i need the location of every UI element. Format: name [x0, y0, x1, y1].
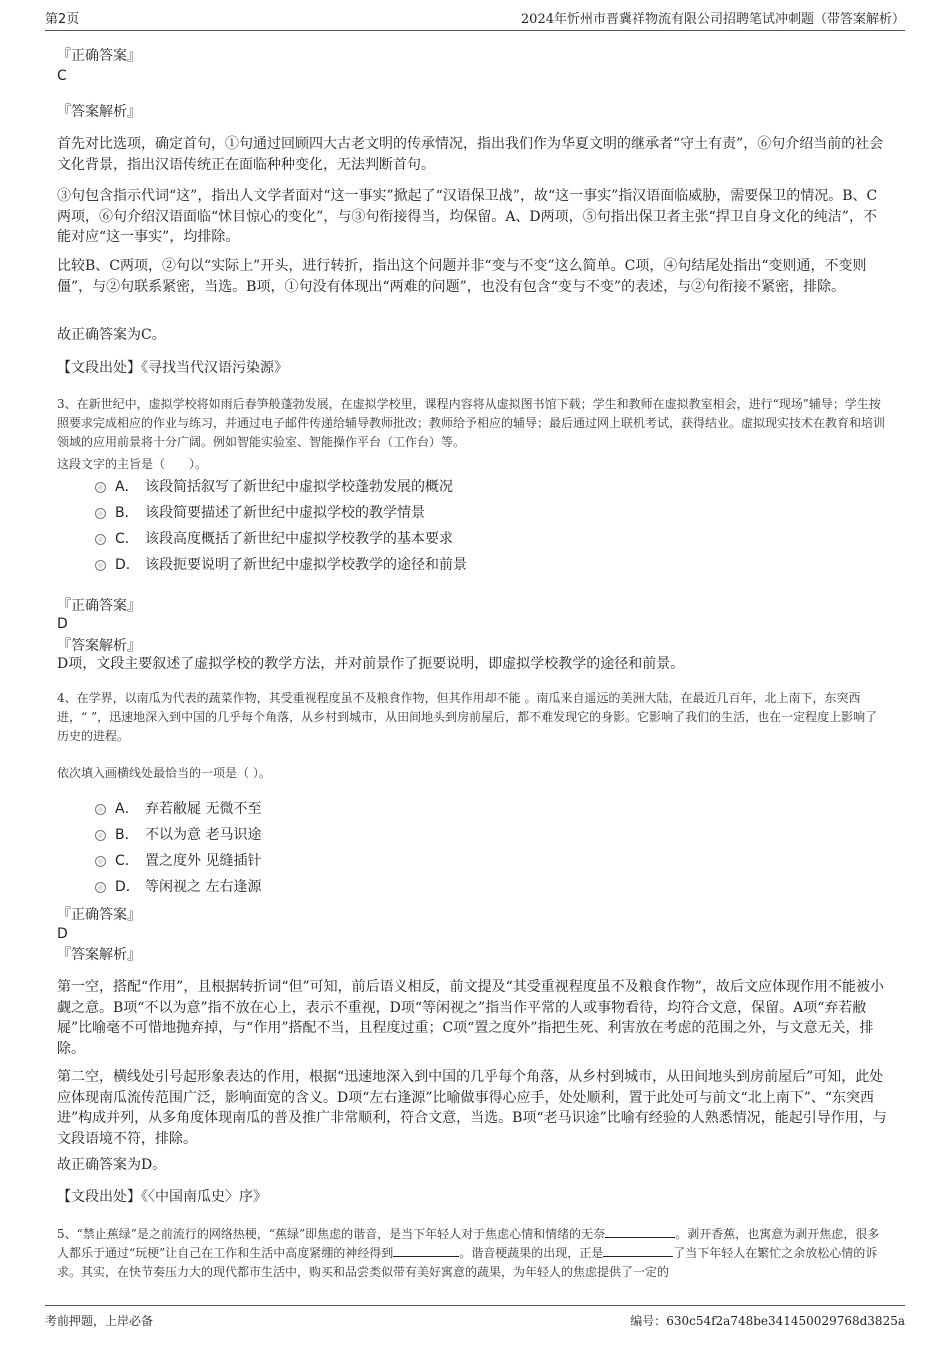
radio-icon[interactable] [95, 804, 106, 815]
q4-conclusion: 故正确答案为D。 [57, 1157, 167, 1173]
q5-seg1: 5、“禁止蕉绿”是之前流行的网络热梗，“蕉绿”即焦虑的谐音，是当下年轻人对于焦虑心情和情绪的无奈 [57, 1227, 606, 1241]
q3-option-a[interactable] [95, 477, 453, 497]
option-text: 该段简要描述了新世纪中虚拟学校的教学情景 [145, 505, 425, 521]
q3-analysis-label: 『答案解析』 [57, 638, 141, 654]
option-key: B． [115, 827, 139, 843]
q4-answer: D [57, 926, 68, 942]
q4-question: 依次填入画横线处最恰当的一项是（ ）。 [57, 766, 271, 780]
radio-icon[interactable] [95, 882, 106, 893]
radio-icon[interactable] [95, 508, 106, 519]
q5-blank-1 [605, 1225, 675, 1238]
option-key: C． [115, 531, 139, 547]
q2-analysis-para1: 首先对比选项，确定首句，①句通过回顾四大古老文明的传承情况，指出我们作为华夏文明的继承者“守土有责”，⑥句介绍当前的社会文化背景，指出汉语传统正在面临种种变化，无法判断首句。 [57, 136, 884, 173]
radio-icon[interactable] [95, 534, 106, 545]
option-key: B． [115, 505, 139, 521]
option-text: 置之度外 见缝插针 [145, 853, 262, 869]
q4-analysis-para2: 第二空，横线处引号起形象表达的作用，根据“迅速地深入到中国的几乎每个角落，从乡村到城市，从田间地头到房前屋后”可知，此处应体现南瓜流传范围广泛，影响面宽的含义。D项“左右逢源”比喻做事得心应手，处处顺利，置于此处可与前文“北上南下”、“东突西进”构成并列，从多角度体现南瓜的普及推广非常顺利，符合文意，当选。B项“老马识途”比喻有经验的人熟悉情况，能起引导作用，与文段语境不符，排除。 [57, 1069, 887, 1147]
option-text: 该段扼要说明了新世纪中虚拟学校教学的途径和前景 [145, 557, 467, 573]
q2-analysis-para2: ③句包含指示代词“这”，指出人文学者面对“这一事实”掀起了“汉语保卫战”，故“这一事实”指汉语面临威胁，需要保卫的情况。B、C两项，⑥句介绍汉语面临“怵目惊心的变化”，与③句衔接得当，均保留。A、D两项，⑤句指出保卫者主张“捍卫自身文化的纯洁”，不能对应“这一事实”，均排除。 [57, 188, 878, 245]
q5-seg4: 了当下年轻人在繁忙之余放松心情的诉求。其实，在快节奏压力大的现代都市生活中，购买和品尝类似带有美好寓意的蔬果，为年轻人的焦虑提供了一定的 [57, 1246, 878, 1279]
q3-answer: D [57, 616, 68, 632]
option-text: 该段简括叙写了新世纪中虚拟学校蓬勃发展的概况 [145, 479, 453, 495]
radio-icon[interactable] [95, 482, 106, 493]
document-title: 2024年忻州市晋冀祥物流有限公司招聘笔试冲刺题（带答案解析） [520, 12, 905, 27]
q3-stem: 3、在新世纪中，虚拟学校将如雨后春笋般蓬勃发展，在虚拟学校里，课程内容将从虚拟图书馆下载；学生和教师在虚拟教室相会，进行“现场”辅导；学生按照要求完成相应的作业与练习，并通过电子邮件传递给辅导教师批改；教师给予相应的辅导；最后通过网上联机考试，获得结业。虚拟现实技术在教育和培训领域的应用前景将十分广阔。例如智能实验室、智能操作平台（工作台）等。 [57, 397, 886, 449]
option-text: 不以为意 老马识途 [145, 827, 262, 843]
option-key: C． [115, 853, 139, 869]
page-header [45, 0, 905, 31]
q4-stem: 4、在学界，以南瓜为代表的蔬菜作物，其受重视程度虽不及粮食作物，但其作用却不能 。南瓜来自遥远的美洲大陆，在最近几百年，北上南下，东突西进，“ ”，迅速地深入到中国的几乎每个角落，从乡村到城市，从田间地头到房前屋后，都不难发现它的身影。它影响了我们的生活，也在一定程度上影响了历史的进程。 [57, 691, 878, 743]
q4-option-b[interactable] [95, 825, 261, 845]
q5-stem [57, 1225, 887, 1282]
q2-source: 【文段出处】《寻找当代汉语污染源》 [57, 360, 288, 376]
q3-option-d[interactable] [95, 555, 467, 575]
q2-answer-label: 『正确答案』 [57, 48, 141, 64]
q4-analysis-para1: 第一空，搭配“作用”，且根据转折词“但”可知，前后语义相反，前文提及“其受重视程度虽不及粮食作物”，故后文应体现作用不能被小觑之意。B项“不以为意”指不放在心上，表示不重视，D项“等闲视之”指当作平常的人或事物看待，均符合文意，保留。A项“弃若敝屣”比喻毫不可惜地抛弃掉，与“作用”搭配不当，且程度过重；C项“置之度外”指把生死、利害放在考虑的范围之外，与文意无关，排除。 [57, 979, 884, 1057]
q3-question: 这段文字的主旨是（ ）。 [57, 457, 208, 471]
document-id: 编号：630c54f2a748be341450029768d3825a [630, 1314, 905, 1328]
option-key: D． [115, 557, 140, 573]
q2-analysis-label: 『答案解析』 [57, 104, 141, 120]
q4-option-c[interactable] [95, 851, 261, 871]
q2-analysis-para3: 比较B、C两项，②句以“实际上”开头，进行转折，指出这个问题并非“变与不变”这么简单。C项，④句结尾处指出“变则通，不变则僵”，与②句联系紧密，当选。B项，①句没有体现出“两难的问题”，也没有包含“变与不变”的表述，与②句衔接不紧密，排除。 [57, 258, 867, 295]
q4-analysis-label: 『答案解析』 [57, 947, 141, 963]
radio-icon[interactable] [95, 560, 106, 571]
page-footer [45, 1305, 905, 1331]
q3-option-b[interactable] [95, 503, 425, 523]
option-text: 等闲视之 左右逢源 [145, 879, 262, 895]
q5-blank-3 [603, 1244, 673, 1257]
radio-icon[interactable] [95, 830, 106, 841]
q5-blank-2 [393, 1244, 459, 1257]
option-text: 弃若敝屣 无微不至 [145, 801, 262, 817]
footer-slogan: 考前押题，上岸必备 [45, 1314, 154, 1328]
q2-answer: C [57, 68, 67, 84]
q3-option-c[interactable] [95, 529, 453, 549]
q3-analysis: D项，文段主要叙述了虚拟学校的教学方法，并对前景作了扼要说明，即虚拟学校教学的途径和前景。 [57, 656, 685, 672]
q5-seg3: 。谐音梗蔬果的出现，正是 [459, 1246, 604, 1260]
q3-answer-label: 『正确答案』 [57, 598, 141, 614]
radio-icon[interactable] [95, 856, 106, 867]
q5-seg2: 。剥开香蕉，也寓意为剥开焦虑，很多人都乐于通过“玩梗”让自己在工作和生活中高度紧绷的神经得到 [57, 1227, 880, 1260]
q4-option-a[interactable] [95, 799, 261, 819]
option-key: D． [115, 879, 140, 895]
q4-source: 【文段出处】《〈中国南瓜史〉序》 [57, 1189, 267, 1205]
option-key: A． [115, 801, 139, 817]
q4-option-d[interactable] [95, 877, 261, 897]
page-number: 第2页 [45, 12, 80, 27]
q4-answer-label: 『正确答案』 [57, 907, 141, 923]
option-key: A． [115, 479, 139, 495]
option-text: 该段高度概括了新世纪中虚拟学校教学的基本要求 [145, 531, 453, 547]
q2-conclusion: 故正确答案为C。 [57, 327, 166, 343]
